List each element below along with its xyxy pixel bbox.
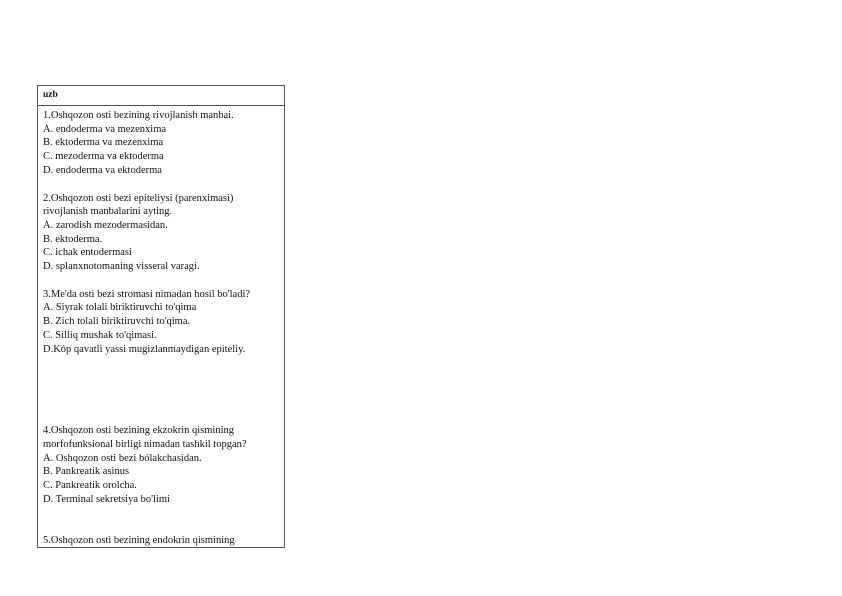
answer-option: A. Oshqozon osti bezi bólakchasidan. xyxy=(43,452,202,464)
answer-option: C. mezoderma va ektoderma xyxy=(43,151,164,163)
answer-option: D.Kóp qavatli yassi mugizlanmaydigan epiteliy. xyxy=(43,343,246,355)
question-5 xyxy=(43,534,279,548)
answer-option: A. endoderma va mezenxima xyxy=(43,123,167,135)
answer-option: C. Silliq mushak to'qimasi. xyxy=(43,329,157,341)
answer-option: D. splanxnotomaning visseral varagi. xyxy=(43,261,200,273)
question-text: 5.Oshqozon osti bezining endokrin qismining xyxy=(43,535,235,547)
questions-cell xyxy=(38,106,284,548)
question-text: rivojlanish manbalarini ayting. xyxy=(43,206,173,218)
question-text: 2.Oshqozon osti bezi epiteliysi (parenximasi) xyxy=(43,192,234,204)
answer-option: C. Pankreatik orolcha. xyxy=(43,480,137,492)
answer-option: B. ektoderma va mezenxima xyxy=(43,137,164,149)
question-3 xyxy=(43,288,279,357)
answer-option: C. ichak entodermasi xyxy=(43,247,132,259)
question-4 xyxy=(43,424,279,506)
question-1 xyxy=(43,109,279,178)
answer-option: D. endoderma va ektoderma xyxy=(43,164,162,176)
question-2 xyxy=(43,192,279,274)
question-table xyxy=(37,85,285,548)
answer-option: B. Zich tolali biriktiruvchi to'qima. xyxy=(43,316,191,328)
language-header: uzb xyxy=(38,86,284,106)
answer-option: D. Terminal sekretsiya bo'limi xyxy=(43,493,170,505)
answer-option: A. Siyrak tolali biriktiruvchi to'qima xyxy=(43,302,197,314)
question-text: 1.Oshqozon osti bezining rivojlanish manbai. xyxy=(43,110,234,121)
question-text: 3.Me'da osti bezi stromasi nimadan hosil bo'ladi? xyxy=(43,288,251,300)
question-text: 4.Oshqozon osti bezining ekzokrin qismining xyxy=(43,425,235,437)
answer-option: B. ektoderma. xyxy=(43,233,103,245)
answer-option: A. zarodish mezodermasidan. xyxy=(43,219,168,231)
answer-option: B. Pankreatik asinus xyxy=(43,466,130,478)
question-text: morfofunksional birligi nimadan tashkil topgan? xyxy=(43,438,247,450)
